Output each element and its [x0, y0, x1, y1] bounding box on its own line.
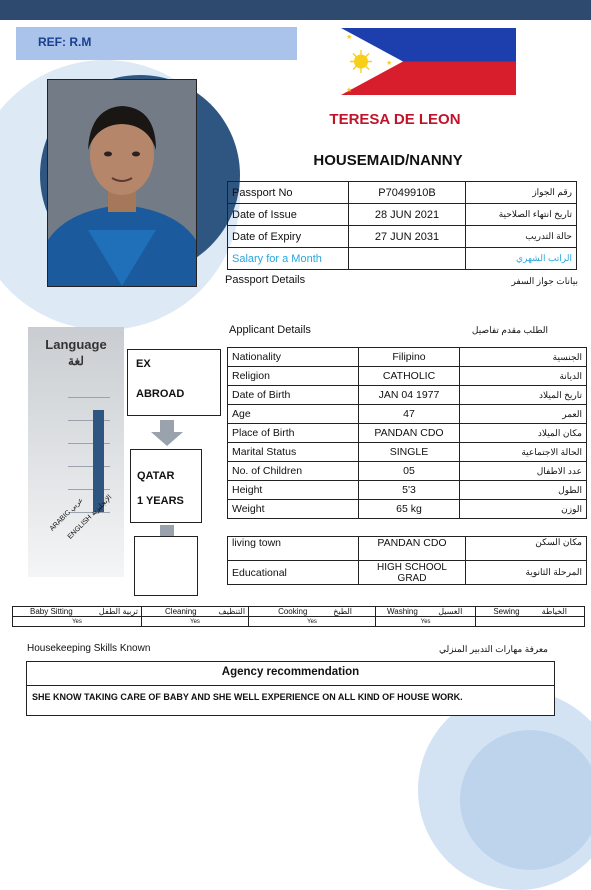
applicant-extra-table: [227, 536, 587, 585]
table-row: [228, 182, 577, 204]
skill-value: Yes: [13, 617, 142, 627]
reference-banner: [16, 27, 297, 60]
svg-text:★: ★: [346, 34, 353, 41]
expiry-date-arabic: حالة التدريب: [466, 226, 577, 248]
height-value: 5'3: [359, 481, 460, 500]
reference-label: REF: R.M: [38, 35, 92, 49]
living-town-arabic: مكان السكن: [466, 537, 587, 561]
language-panel: [28, 327, 124, 577]
language-chart: [68, 397, 110, 512]
experience-duration: 1 YEARS: [137, 495, 184, 507]
age-value: 47: [359, 405, 460, 424]
table-row: [228, 386, 587, 405]
education-value: HIGH SCHOOL GRAD: [359, 561, 466, 585]
skills-table: [12, 606, 585, 627]
skill-cleaning: [142, 607, 249, 617]
applicant-table: [227, 347, 587, 519]
age-label: Age: [228, 405, 359, 424]
applicant-section-title-arabic: الطلب مقدم تفاصيل: [471, 325, 548, 335]
skill-name-arabic: الخياطة: [541, 607, 567, 616]
children-label: No. of Children: [228, 462, 359, 481]
table-row: [228, 462, 587, 481]
marital-status-value: SINGLE: [359, 443, 460, 462]
table-row: [228, 500, 587, 519]
living-town-label: living town: [228, 537, 359, 561]
nationality-label: Nationality: [228, 348, 359, 367]
marital-status-arabic: الحالة الاجتماعية: [460, 443, 587, 462]
issue-date-arabic: تاريخ انتهاء الصلاحية: [466, 204, 577, 226]
table-row: [228, 367, 587, 386]
recommendation-text: SHE KNOW TAKING CARE OF BABY AND SHE WELL EXPERIENCE ON ALL KIND OF HOUSE WORK.: [32, 692, 463, 702]
education-arabic: المرحلة الثانوية: [466, 561, 587, 585]
expiry-date-value: 27 JUN 2031: [349, 226, 466, 248]
skill-name: Washing: [387, 607, 418, 616]
skill-value: [476, 617, 585, 627]
expiry-date-label: Date of Expiry: [228, 226, 349, 248]
skill-cooking: [249, 607, 376, 617]
religion-label: Religion: [228, 367, 359, 386]
dob-value: JAN 04 1977: [359, 386, 460, 405]
recommendation-title: Agency recommendation: [221, 666, 360, 678]
issue-date-value: 28 JUN 2021: [349, 204, 466, 226]
children-arabic: عدد الاطفال: [460, 462, 587, 481]
svg-text:★: ★: [386, 60, 393, 67]
skill-name: Sewing: [493, 607, 520, 616]
passport-no-label: Passport No: [228, 182, 349, 204]
candidate-position: HOUSEMAID/NANNY: [313, 152, 463, 169]
skill-name-arabic: التنظيف: [218, 607, 246, 616]
table-row: [228, 537, 587, 561]
weight-value: 65 kg: [359, 500, 460, 519]
passport-no-value: P7049910B: [349, 182, 466, 204]
age-arabic: العمر: [460, 405, 587, 424]
salary-value: [349, 248, 466, 270]
applicant-section-title: Applicant Details: [229, 324, 311, 336]
skill-value: Yes: [142, 617, 249, 627]
nationality-arabic: الجنسية: [460, 348, 587, 367]
empty-flow-box: [134, 536, 198, 596]
skill-value: Yes: [376, 617, 476, 627]
english-language-name-ar: الإنجليزية: [89, 493, 114, 518]
children-value: 05: [359, 462, 460, 481]
country-box: [130, 449, 202, 523]
table-row: [228, 443, 587, 462]
height-label: Height: [228, 481, 359, 500]
english-language-name: ENGLISH: [66, 513, 94, 541]
living-town-value: PANDAN CDO: [359, 537, 466, 561]
skill-name-arabic: الطبخ: [333, 607, 352, 616]
skills-header-row: [13, 607, 585, 617]
table-row: [228, 348, 587, 367]
skill-value: Yes: [249, 617, 376, 627]
skill-name: Baby Sitting: [30, 607, 73, 616]
skills-value-row: [13, 617, 585, 627]
marital-status-label: Marital Status: [228, 443, 359, 462]
philippines-flag: [341, 28, 516, 95]
birthplace-label: Place of Birth: [228, 424, 359, 443]
arabic-language-name: ARABIC: [48, 509, 73, 533]
language-title: Language: [45, 337, 107, 352]
arabic-language-name-ar: عربي: [68, 496, 85, 513]
nationality-value: Filipino: [359, 348, 460, 367]
religion-arabic: الديانة: [460, 367, 587, 386]
dob-arabic: تاريخ الميلاد: [460, 386, 587, 405]
passport-no-arabic: رقم الجواز: [466, 182, 577, 204]
skills-caption: Housekeeping Skills Known: [27, 643, 151, 654]
skills-caption-arabic: معرفة مهارات التدبير المنزلي: [438, 644, 548, 654]
language-title-arabic: لغة: [68, 354, 84, 368]
issue-date-label: Date of Issue: [228, 204, 349, 226]
table-row: [228, 248, 577, 270]
passport-table: [227, 181, 577, 270]
salary-label: Salary for a Month: [228, 248, 349, 270]
top-bar: [0, 0, 591, 20]
education-label: Educational: [228, 561, 359, 585]
skill-name: Cooking: [278, 607, 308, 616]
birthplace-value: PANDAN CDO: [359, 424, 460, 443]
birthplace-arabic: مكان الميلاد: [460, 424, 587, 443]
experience-line1: EX: [136, 358, 151, 370]
height-arabic: الطول: [460, 481, 587, 500]
table-row: [228, 481, 587, 500]
experience-country: QATAR: [137, 470, 175, 482]
arrow-down-icon: [151, 420, 183, 446]
skill-name-arabic: الغسيل: [438, 607, 463, 616]
dob-label: Date of Birth: [228, 386, 359, 405]
religion-value: CATHOLIC: [359, 367, 460, 386]
skill-sewing: [476, 607, 585, 617]
background-circle-bottom-2: [460, 730, 591, 870]
skill-washing: [376, 607, 476, 617]
svg-text:★: ★: [346, 87, 353, 94]
table-row: [228, 226, 577, 248]
table-row: [228, 561, 587, 585]
passport-section-title: Passport Details: [225, 274, 306, 286]
table-row: [228, 204, 577, 226]
table-row: [228, 424, 587, 443]
passport-section-title-arabic: بيانات جواز السفر: [511, 276, 578, 286]
applicant-photo: [47, 79, 197, 287]
candidate-name: TERESA DE LEON: [329, 111, 461, 128]
skill-baby-sitting: [13, 607, 142, 617]
experience-box: [127, 349, 221, 416]
skill-name-arabic: تربية الطفل: [98, 607, 139, 616]
recommendation-box: [26, 661, 555, 716]
experience-line2: ABROAD: [136, 388, 185, 400]
table-row: [228, 405, 587, 424]
weight-arabic: الوزن: [460, 500, 587, 519]
skill-name: Cleaning: [165, 607, 197, 616]
weight-label: Weight: [228, 500, 359, 519]
salary-arabic: الراتب الشهري: [466, 248, 577, 270]
